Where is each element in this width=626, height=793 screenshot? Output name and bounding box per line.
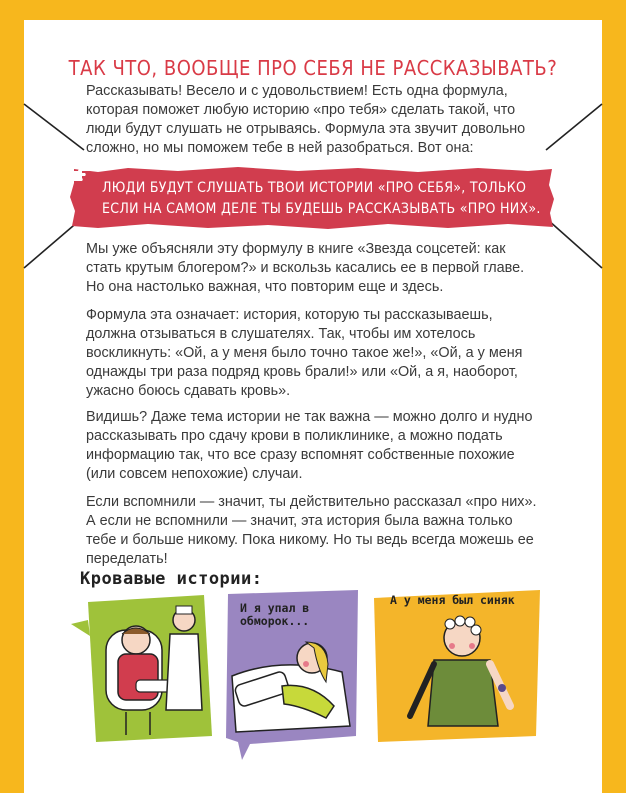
comic-panel-2 bbox=[222, 586, 364, 762]
formula-banner bbox=[68, 165, 556, 231]
paragraph-intro: Рассказывать! Весело и с удовольствием! Есть одна формула, которая поможет любую историю «про тебя» сделать такой, что люди будут слушать не отрываясь. Формула эта звучит довольно сложно, но мы поможем тебе в ней разобраться. Вот она: bbox=[86, 83, 526, 156]
page-title: ТАК ЧТО, ВООБЩЕ ПРО СЕБЯ НЕ РАССКАЗЫВАТЬ? bbox=[68, 56, 558, 80]
pointing-hand-icon bbox=[68, 165, 92, 183]
comic-panel-3 bbox=[370, 586, 544, 746]
bruise-illustration bbox=[370, 586, 544, 746]
paragraph-see: Видишь? Даже тема истории не так важна — можно долго и нудно рассказывать про сдачу крови в поликлинике, а можно подать информацию так, что все сразу вспомнят собственные похожие (или совсем непохожие) случаи. bbox=[86, 409, 533, 482]
blood-donation-illustration bbox=[66, 590, 216, 750]
banner-text: ЛЮДИ БУДУТ СЛУШАТЬ ТВОИ ИСТОРИИ «ПРО СЕБЯ», ТОЛЬКО ЕСЛИ НА САМОМ ДЕЛЕ ТЫ БУДЕШЬ РАССКАЗЫВАТЬ «ПРО НИХ». bbox=[102, 180, 541, 217]
comic-caption: Кровавые истории: bbox=[80, 569, 263, 589]
paragraph-conclusion: Если вспомнили — значит, ты действительно рассказал «про них». А если не вспомнили — значит, эта история была важна только тебе и больше никому. Пока никому. Но ты ведь всегда можешь ее переделать! bbox=[86, 494, 537, 567]
paragraph-book-reference: Мы уже объясняли эту формулу в книге «Звезда соцсетей: как стать крутым блогером?» и вскользь касались ее в первой главе. Но она настолько важная, что повторим еще и здесь. bbox=[86, 241, 525, 295]
panel-3-speech: А у меня был синяк bbox=[390, 593, 515, 607]
comic-panel-1 bbox=[66, 590, 216, 750]
paragraph-formula-meaning: Формула эта означает: история, которую ты рассказываешь, должна отзываться в слушателях. Так, чтобы им хотелось воскликнуть: «Ой, а у меня было точно такое же!», «Ой, а у меня однажды три раза подряд кровь брали!» или «Ой, а я, наоборот, ужасно боюсь сдавать кровь». bbox=[86, 307, 523, 399]
panel-2-speech: И я упал в обморок... bbox=[240, 601, 310, 628]
